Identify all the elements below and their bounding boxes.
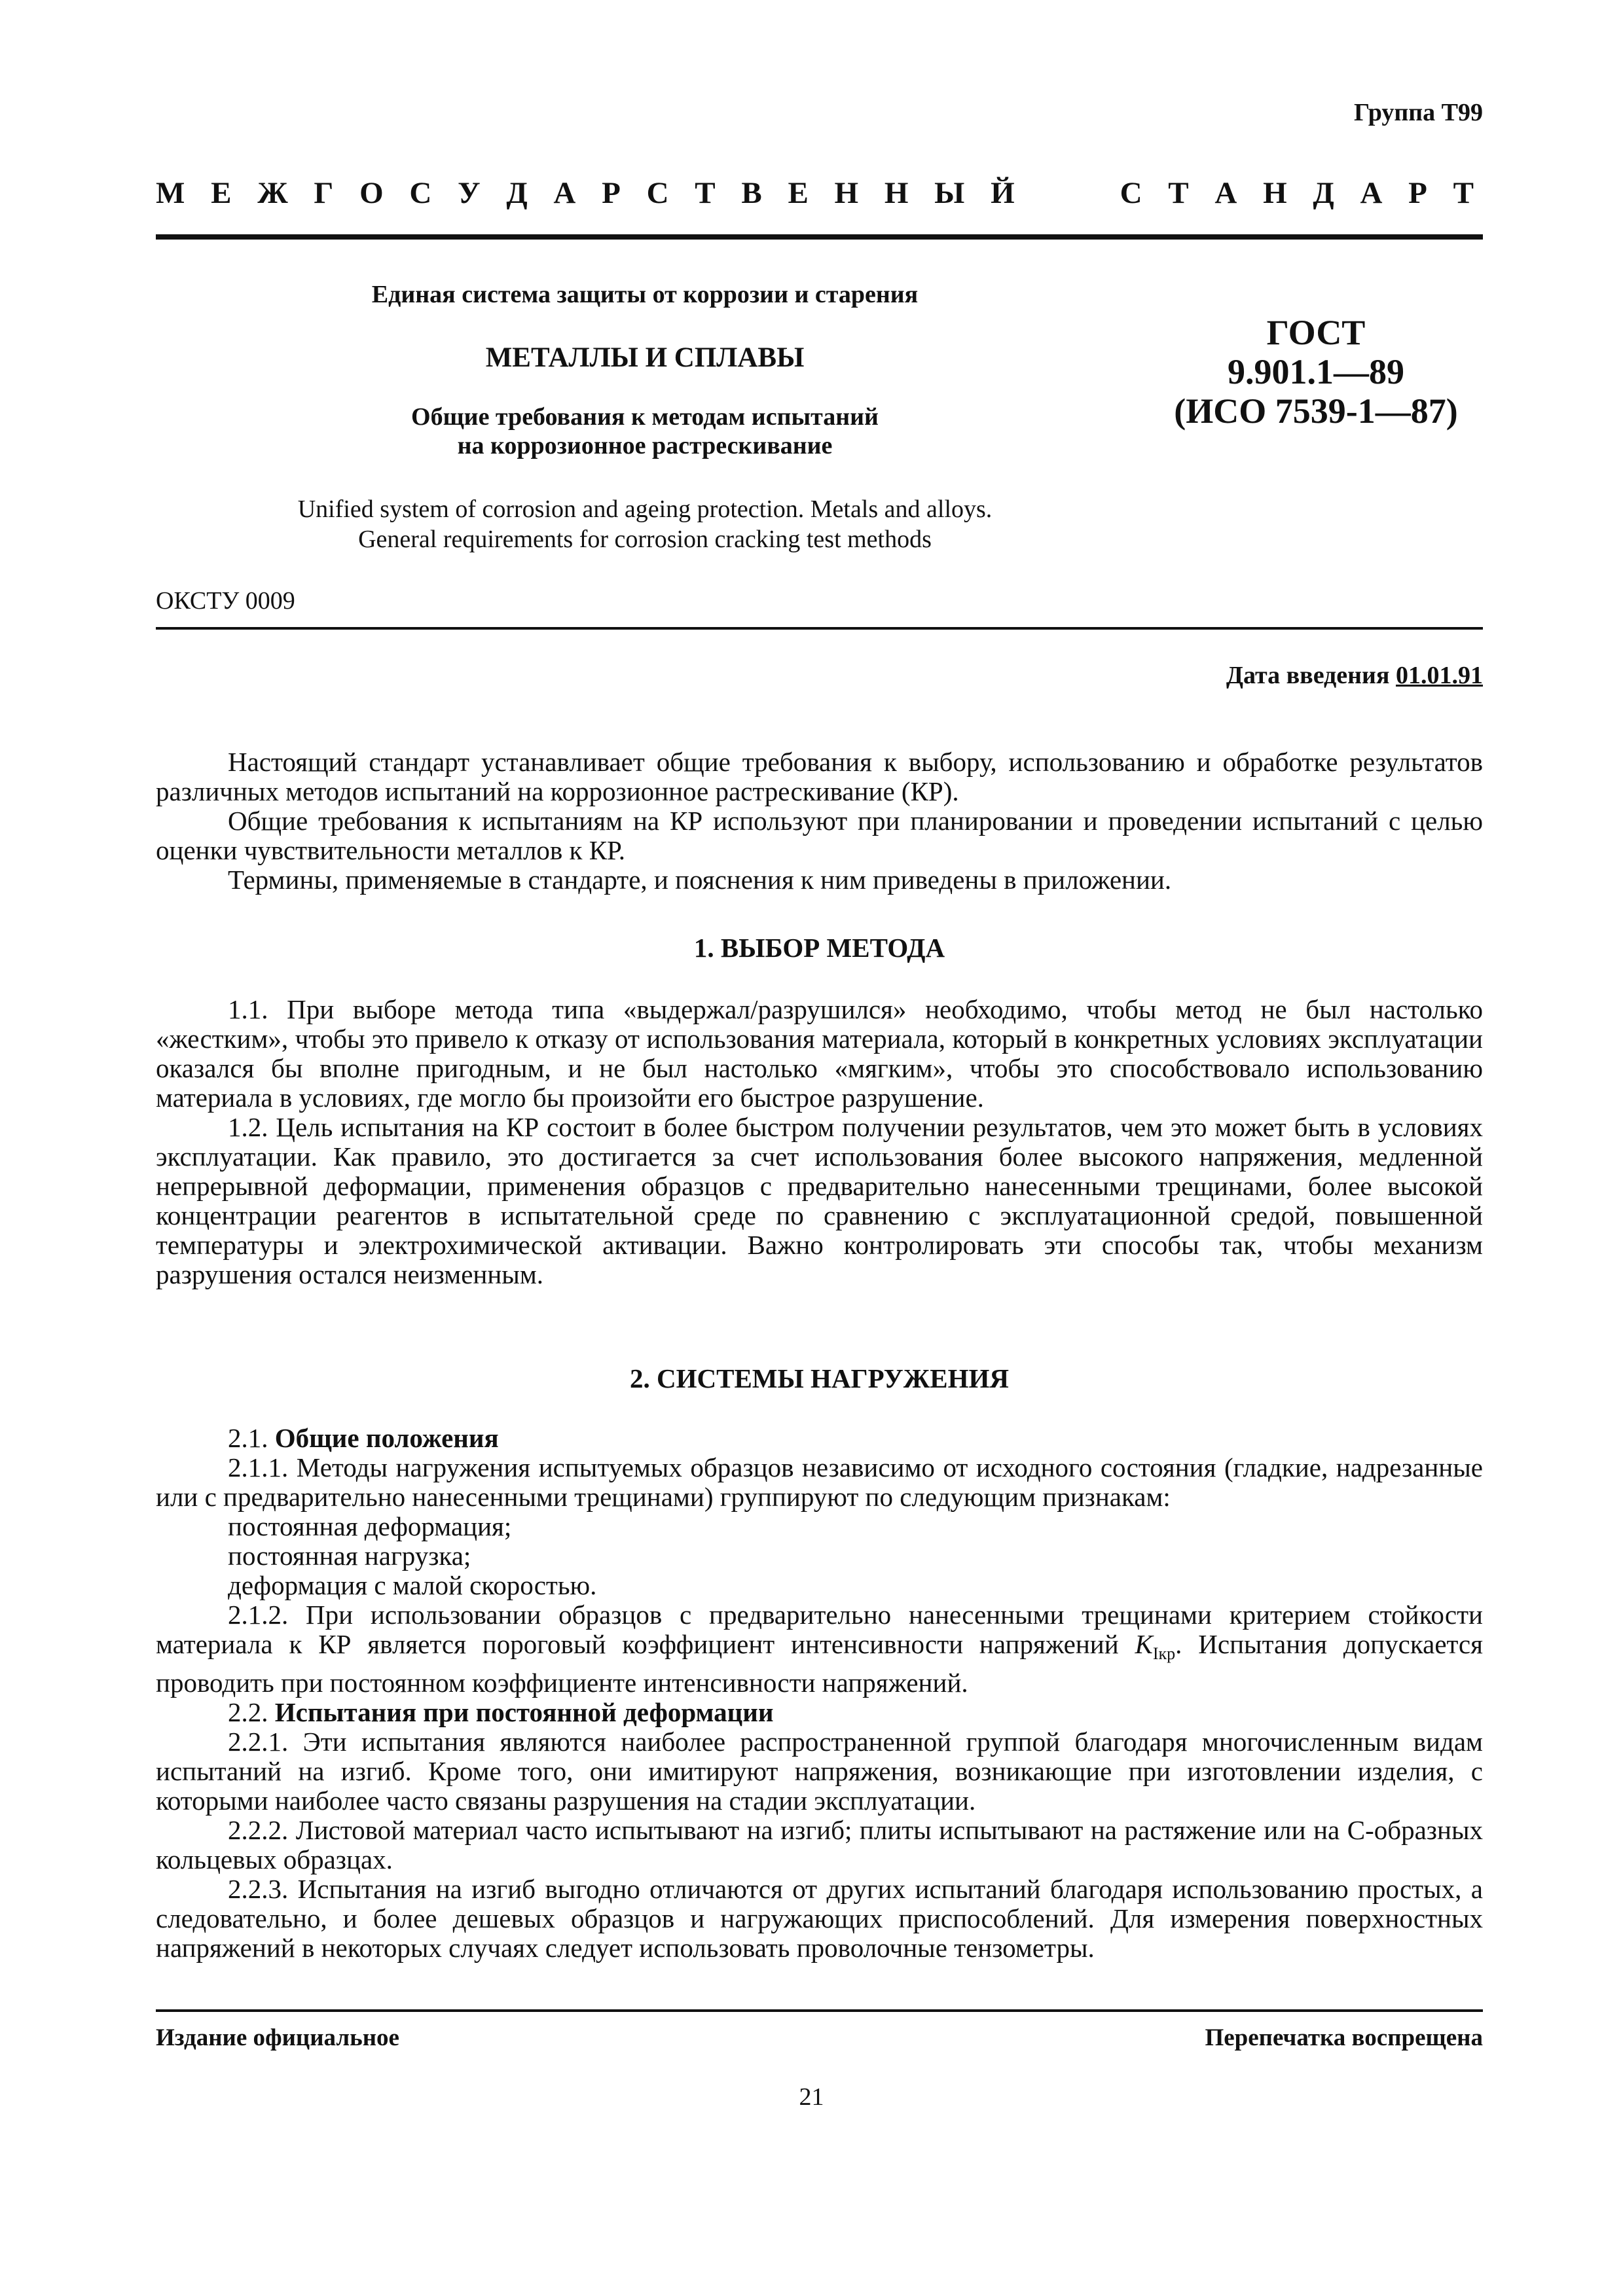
banner-word-interstate: М Е Ж Г О С У Д А Р С Т В Е Н Н Ы Й (156, 176, 1024, 210)
header-rule (156, 234, 1483, 240)
series-title: Единая система защиты от коррозии и старения (371, 281, 919, 308)
standard-banner (156, 175, 1483, 211)
k-subscript: Iкр (1152, 1644, 1176, 1664)
banner-word-standard: С Т А Н Д А Р Т (1120, 176, 1483, 210)
footer-rule (156, 2009, 1483, 2012)
list-item: деформация с малой скоростью. (228, 1570, 597, 1600)
subject-title: МЕТАЛЛЫ И СПЛАВЫ (485, 342, 805, 373)
group-label: Группа Т99 (1353, 99, 1483, 126)
paragraph-2-2-2: 2.2.2. Листовой материал часто испытывают на изгиб; плиты испытывают на растяжение или на С-образных кольцевых образцах. (156, 1815, 1483, 1875)
k-symbol: K (1135, 1629, 1153, 1659)
requirements-title (216, 403, 1074, 460)
subsection-2-1-heading (156, 1424, 1483, 1453)
paragraph-2-2-1: 2.2.1. Эти испытания являются наиболее распространенной группой благодаря многочисленным видам испытаний на изгиб. Кроме того, они имитируют напряжения, возникающие при изготовлении изделия, с которыми наиболее часто связаны разрушения на стадии эксплуатации. (156, 1727, 1483, 1816)
list-item: постоянная нагрузка; (228, 1541, 471, 1571)
paragraph-2-1-2-part-a: 2.1.2. При использовании образцов с предварительно нанесенными трещинами критерием стойкости материала к КР является пороговый коэффициент интенсивности напряжений (156, 1600, 1483, 1659)
paragraph-1-2: 1.2. Цель испытания на КР состоит в более быстром получении результатов, чем это может быть в условиях эксплуатации. Как правило, это достигается за счет использования более высокого напряжения, медленной непрерывной деформации, применения образцов с предварительно нанесенными трещинами, более высокой концентрации реагентов в испытательной среде по сравнению с эксплуатационной средой, повышенной температуры и электрохимической активации. Важно контролировать эти способы так, чтобы механизм разрушения остался неизменным. (156, 1112, 1483, 1289)
reprint-prohibited-label: Перепечатка воспрещена (1205, 2024, 1483, 2051)
requirements-line-2: на коррозионное растрескивание (457, 432, 833, 459)
paragraph-2-1-1: 2.1.1. Методы нагружения испытуемых образцов независимо от исходного состояния (гладкие, надрезанные или с предварительно нанесенными трещинами) группируют по следующим признакам: (156, 1452, 1483, 1512)
page-number: 21 (799, 2083, 824, 2111)
gost-designation (1139, 313, 1493, 431)
intro-date-value: 01.01.91 (1396, 662, 1483, 689)
section-1-body (156, 995, 1483, 1289)
requirements-line-1: Общие требования к методам испытаний (411, 403, 879, 431)
list-item: постоянная деформация; (228, 1511, 512, 1541)
intro-block (156, 747, 1483, 895)
intro-paragraph: Термины, применяемые в стандарте, и пояснения к ним приведены в приложении. (228, 865, 1172, 895)
oksty-code: ОКСТУ 0009 (156, 587, 295, 615)
subsection-2-2-heading (156, 1698, 1483, 1727)
subsection-number: 2.1. (228, 1423, 268, 1453)
english-title (216, 494, 1074, 554)
section-2-body (156, 1424, 1483, 1963)
paragraph-2-1-2 (156, 1600, 1483, 1698)
gost-line-1: ГОСТ (1266, 313, 1366, 352)
intro-paragraph: Общие требования к испытаниям на КР используют при планировании и проведении испытаний с целью оценки чувствительности металлов к КР. (156, 806, 1483, 865)
paragraph-2-1-2-part-b: . Испытания допускается проводить при постоянном коэффициенте интенсивности напряжений. (156, 1629, 1483, 1698)
gost-line-2: 9.901.1—89 (1228, 352, 1404, 391)
paragraph-2-2-3: 2.2.3. Испытания на изгиб выгодно отличаются от других испытаний благодаря использованию простых, а следовательно, и более дешевых образцов и нагружающих приспособлений. Для измерения поверхностных напряжений в некоторых случаях следует использовать проволочные тензометры. (156, 1874, 1483, 1964)
english-line-1: Unified system of corrosion and ageing protection. Metals and alloys. (297, 495, 993, 523)
official-edition-label: Издание официальное (156, 2024, 399, 2051)
intro-paragraph: Настоящий стандарт устанавливает общие требования к выбору, использованию и обработке результатов различных методов испытаний на коррозионное растрескивание (КР). (156, 747, 1483, 806)
gost-line-3: (ИСО 7539-1—87) (1174, 391, 1458, 431)
oksty-rule (156, 627, 1483, 630)
subsection-number: 2.2. (228, 1697, 268, 1728)
intro-date-label: Дата введения (1226, 662, 1390, 689)
paragraph-1-1: 1.1. При выборе метода типа «выдержал/разрушился» необходимо, чтобы метод не был настолько «жестким», чтобы это привело к отказу от использования материала, который в конкретных условиях эксплуатации оказался бы вполне пригодным, и не был настолько «мягким», чтобы это способствовало использованию материала в условиях, где могло бы произойти его быстрое разрушение. (156, 994, 1483, 1113)
english-line-2: General requirements for corrosion cracking test methods (358, 526, 932, 553)
section-2-heading: 2. СИСТЕМЫ НАГРУЖЕНИЯ (630, 1363, 1009, 1393)
section-1-heading: 1. ВЫБОР МЕТОДА (693, 933, 945, 963)
subsection-title: Общие положения (274, 1423, 499, 1453)
intro-date (1226, 661, 1483, 690)
subsection-title: Испытания при постоянной деформации (274, 1697, 774, 1728)
